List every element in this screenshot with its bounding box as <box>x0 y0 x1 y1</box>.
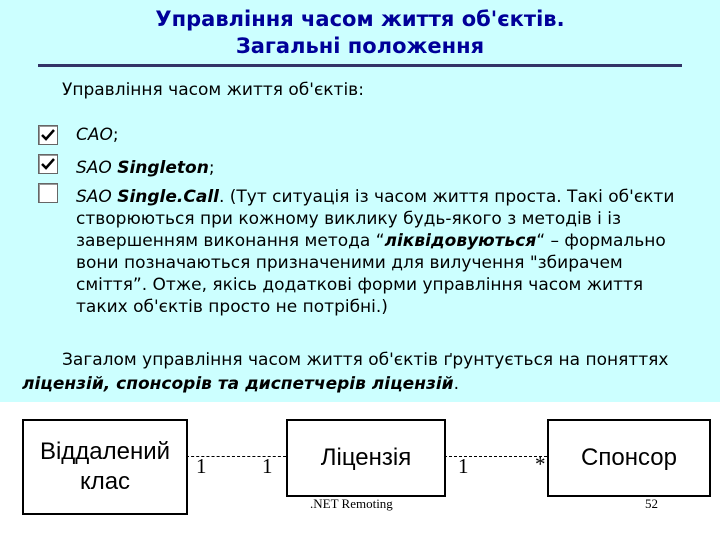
checkbox-checked-icon <box>38 125 58 145</box>
item-line3-a: завершенням виконання метода “ <box>76 231 385 251</box>
item-line2: створюються при кожному виклику будь-якого з методів і із <box>76 209 622 229</box>
list-item-sao-singleton <box>76 157 716 179</box>
diagram-box-license: Ліцензія <box>286 419 446 497</box>
summary-end: . <box>453 374 459 394</box>
checkbox-unchecked-icon <box>38 183 58 203</box>
item-name-bold: Single.Call <box>117 187 219 207</box>
item-name-prefix: SAO <box>76 187 118 207</box>
slide-title-line1: Управління часом життя об'єктів. <box>155 7 565 31</box>
footer-title: .NET Remoting <box>310 496 393 511</box>
item-name-prefix: SAO <box>76 158 118 178</box>
title-divider <box>38 64 682 67</box>
item-rest: ; <box>208 158 215 178</box>
item-rest: ; <box>112 125 119 145</box>
multiplicity-label: 1 <box>262 454 273 478</box>
slide-title <box>0 6 720 60</box>
item-line6: таких об'єктів просто не потрібні.) <box>76 297 388 317</box>
uml-diagram <box>0 402 720 540</box>
multiplicity-label: 1 <box>458 454 469 478</box>
slide-title-line2: Загальні положення <box>235 34 485 58</box>
item-name: CAO <box>76 125 113 145</box>
item-name-bold: Singleton <box>117 158 209 178</box>
diagram-box-sponsor: Спонсор <box>547 419 711 497</box>
item-line5: сміття”. Отже, якісь додаткові форми управління часом життя <box>76 275 644 295</box>
page-number: 52 <box>645 496 658 511</box>
item-line1: . (Тут ситуація із часом життя проста. Такі об'єкти <box>218 187 675 207</box>
checkbox-checked-icon <box>38 154 58 174</box>
list-item-cao <box>76 124 716 146</box>
item-line3-emphasis: ліквідовуються <box>384 231 537 251</box>
summary-text <box>22 348 712 396</box>
summary-line1: Загалом управління часом життя об'єктів ґрунтується на поняттях <box>62 350 669 370</box>
item-line4: вони позначаються призначеними для вилучення "збирачем <box>76 253 623 273</box>
summary-emphasis: ліцензій, спонсорів та диспетчерів ліцензій <box>22 374 454 394</box>
box-label-line2: клас <box>79 468 131 495</box>
intro-text: Управління часом життя об'єктів: <box>62 80 364 100</box>
item-line3-c: “ – формально <box>536 231 666 251</box>
multiplicity-label: * <box>535 452 546 476</box>
diagram-box-remote-class <box>22 419 188 515</box>
multiplicity-label: 1 <box>196 454 207 478</box>
box-label-line1: Віддалений <box>39 438 171 465</box>
list-item-sao-singlecall <box>76 186 716 318</box>
